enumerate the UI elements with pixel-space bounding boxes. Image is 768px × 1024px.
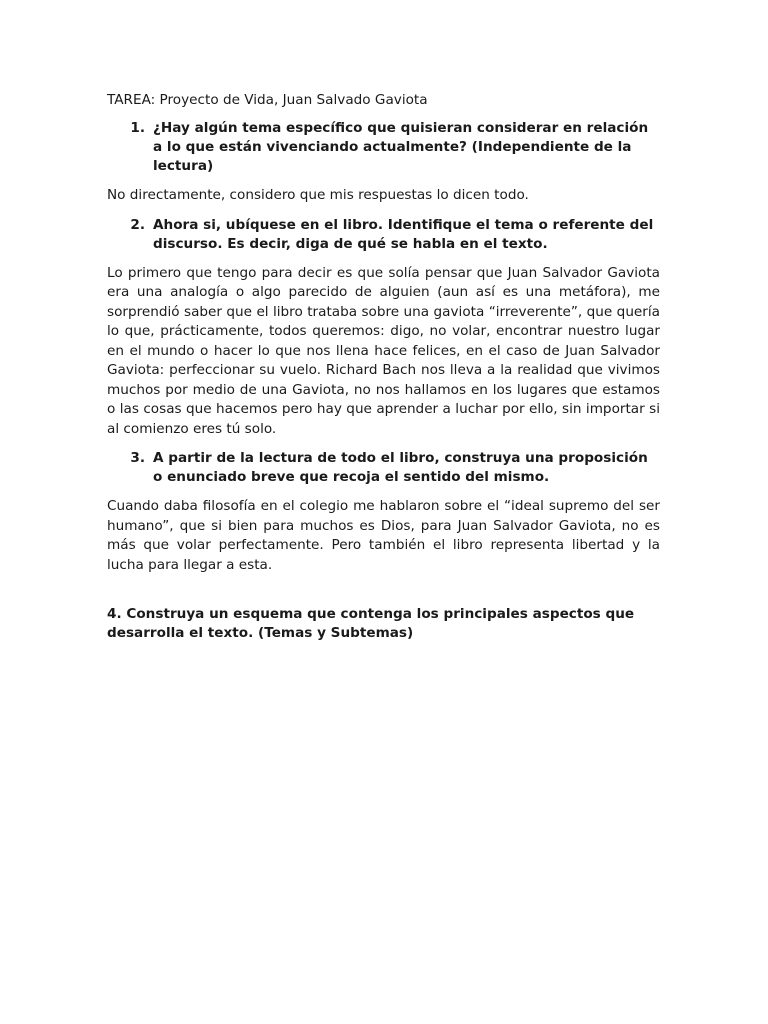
question-3: [107, 449, 660, 487]
question-4: [107, 605, 660, 643]
question-2-text: Ahora si, ubíquese en el libro. Identifique el tema o referente del discurso. Es decir, diga de qué se habla en el texto.: [153, 216, 654, 252]
question-1-text: ¿Hay algún tema específico que quisieran considerar en relación a lo que están vivenciando actualmente? (Independiente de la lectura): [153, 120, 649, 174]
question-4-text: Construya un esquema que contenga los principales aspectos que desarrolla el texto. (Temas y Subtemas): [107, 606, 635, 641]
document-title: TAREA: Proyecto de Vida, Juan Salvado Gaviota: [107, 92, 428, 108]
question-2: [107, 216, 660, 254]
question-1-number: 1.: [130, 120, 145, 136]
question-3-number: 3.: [130, 450, 145, 466]
question-4-number: 4.: [107, 606, 122, 622]
answer-1: No directamente, considero que mis respuestas lo dicen todo.: [107, 187, 529, 203]
question-3-text: A partir de la lectura de todo el libro, construya una proposición o enunciado breve que recoja el sentido del mismo.: [153, 450, 648, 485]
question-1: [107, 119, 660, 176]
question-2-number: 2.: [130, 216, 145, 233]
answer-2: Lo primero que tengo para decir es que solía pensar que Juan Salvador Gaviota era una analogía o algo parecido de alguien (aun así es una metáfora), me sorprendió saber que el libro trataba sobre una gaviota “irreverente”, que quería lo que, prácticamente, todos queremos: digo, no volar, encontrar nuestro lugar en el mundo o hacer lo que nos llena hace felices, en el caso de Juan Salvador Gaviota: perfeccionar su vuelo. Richard Bach nos lleva a la realidad que vivimos muchos por medio de una Gaviota, no nos hallamos en los lugares que estamos o las cosas que hacemos pero hay que aprender a luchar por ello, sin importar si al comienzo eres tú solo.: [107, 264, 660, 437]
answer-3: Cuando daba filosofía en el colegio me hablaron sobre el “ideal supremo del ser humano”, que si bien para muchos es Dios, para Juan Salvador Gaviota, no es más que volar perfectamente. Pero también el libro representa libertad y la lucha para llegar a esta.: [107, 498, 660, 573]
